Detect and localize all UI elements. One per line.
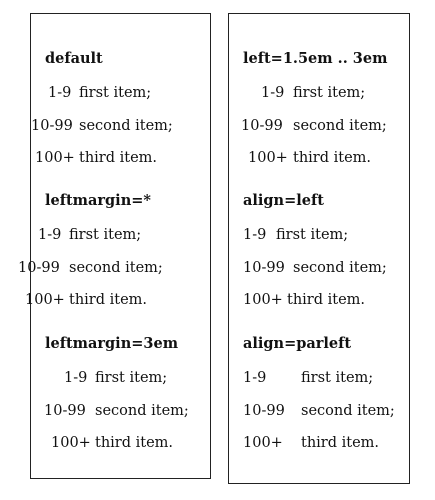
item-text: second item; [301, 403, 395, 419]
item-text: second item; [293, 118, 387, 134]
section-heading-left-range: left=1.5em .. 3em [243, 50, 388, 67]
item-text: first item; [276, 227, 349, 243]
item-text: third item. [69, 292, 148, 308]
item-text: first item; [293, 85, 366, 101]
item-number: 10-99 [44, 403, 86, 419]
section-heading-default: default [45, 50, 103, 67]
item-number: 10-99 [18, 260, 60, 276]
item-text: second item; [79, 118, 173, 134]
item-text: first item; [79, 85, 152, 101]
item-text: third item. [287, 292, 366, 308]
item-text: third item. [301, 435, 380, 451]
item-number: 100+ [25, 292, 65, 308]
item-number: 1-9 [243, 370, 267, 386]
item-number: 1-9 [64, 370, 88, 386]
item-number: 100+ [243, 292, 283, 308]
item-text: second item; [293, 260, 387, 276]
item-number: 100+ [248, 150, 288, 166]
item-number: 1-9 [243, 227, 267, 243]
section-heading-leftmargin-3em: leftmargin=3em [45, 335, 179, 352]
item-number: 10-99 [243, 403, 285, 419]
item-text: third item. [293, 150, 372, 166]
item-number: 100+ [51, 435, 91, 451]
item-number: 1-9 [38, 227, 62, 243]
item-number: 100+ [35, 150, 75, 166]
section-heading-leftmargin-star: leftmargin=* [45, 192, 151, 209]
item-text: second item; [95, 403, 189, 419]
section-heading-align-parleft: align=parleft [243, 335, 352, 352]
item-text: third item. [95, 435, 174, 451]
section-heading-align-left: align=left [243, 192, 324, 209]
item-number: 10-99 [31, 118, 73, 134]
item-number: 100+ [243, 435, 283, 451]
item-text: first item; [301, 370, 374, 386]
item-text: third item. [79, 150, 158, 166]
item-text: first item; [69, 227, 142, 243]
item-text: second item; [69, 260, 163, 276]
item-text: first item; [95, 370, 168, 386]
item-number: 1-9 [261, 85, 285, 101]
item-number: 10-99 [241, 118, 283, 134]
item-number: 10-99 [243, 260, 285, 276]
item-number: 1-9 [48, 85, 72, 101]
